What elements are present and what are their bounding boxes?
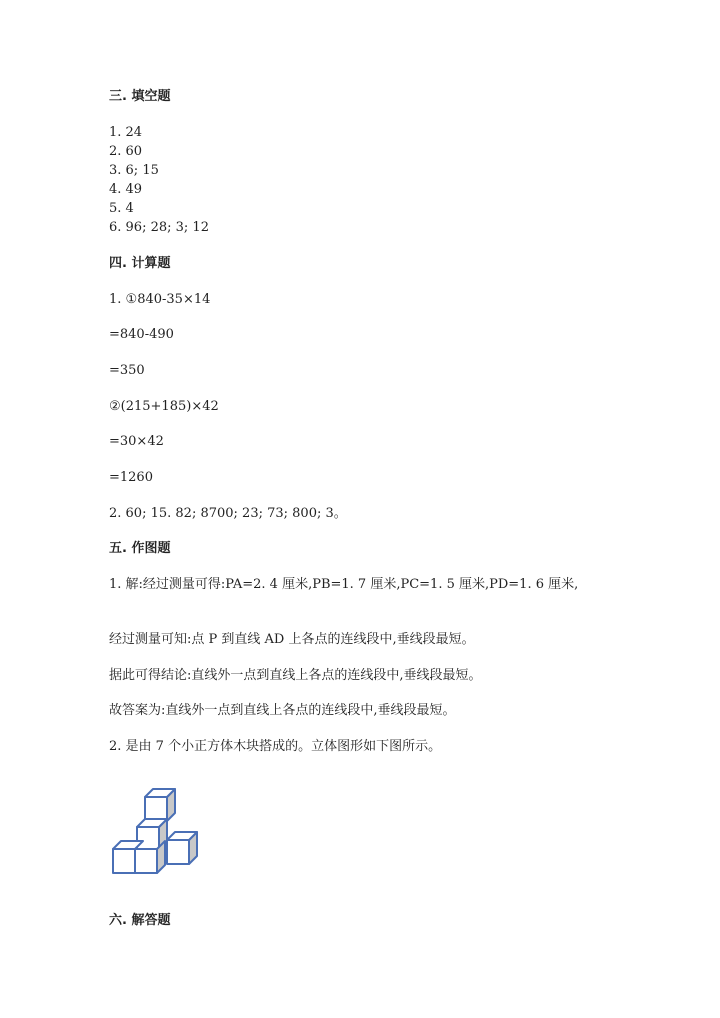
answer-item: 5. 4 xyxy=(109,201,134,216)
cube-stack-figure xyxy=(109,783,209,879)
calc-line: ②(215+185)×42 xyxy=(109,399,219,414)
calc-line: =30×42 xyxy=(109,434,164,449)
drawing-answer-1-final: 故答案为:直线外一点到直线上各点的连线段中,垂线段最短。 xyxy=(109,703,456,718)
section5-heading: 五. 作图题 xyxy=(109,541,171,556)
cube-front-face xyxy=(113,849,135,873)
answer-item: 6. 96; 28; 3; 12 xyxy=(109,220,209,235)
answer-item: 1. 24 xyxy=(109,125,143,140)
cube-front-face xyxy=(167,840,189,864)
section3-heading: 三. 填空题 xyxy=(109,89,171,104)
answer-item: 3. 6; 15 xyxy=(109,163,159,178)
calc-line: =840-490 xyxy=(109,327,174,342)
cube-front-face xyxy=(145,797,167,821)
drawing-answer-1: 1. 解:经过测量可得:PA=2. 4 厘米,PB=1. 7 厘米,PC=1. 5 厘米,PD=1. 6 厘米, xyxy=(109,577,579,592)
cube-front-face xyxy=(135,849,157,873)
calc-line: 2. 60; 15. 82; 8700; 23; 73; 800; 3。 xyxy=(109,506,347,521)
section6-heading: 六. 解答题 xyxy=(109,913,171,928)
drawing-answer-1-conclusion: 经过测量可知:点 P 到直线 AD 上各点的连线段中,垂线段最短。 xyxy=(109,632,475,647)
answer-item: 4. 49 xyxy=(109,182,143,197)
answer-item: 2. 60 xyxy=(109,144,143,159)
calc-line: =1260 xyxy=(109,470,153,485)
cube-front-face xyxy=(137,827,159,851)
cube-right xyxy=(167,832,197,864)
drawing-answer-2: 2. 是由 7 个小正方体木块搭成的。立体图形如下图所示。 xyxy=(109,739,442,754)
calc-line: =350 xyxy=(109,363,145,378)
drawing-answer-1-rule: 据此可得结论:直线外一点到直线上各点的连线段中,垂线段最短。 xyxy=(109,668,482,683)
calc-line: 1. ①840-35×14 xyxy=(109,292,211,307)
section4-heading: 四. 计算题 xyxy=(109,256,171,271)
cube-top xyxy=(145,789,175,821)
